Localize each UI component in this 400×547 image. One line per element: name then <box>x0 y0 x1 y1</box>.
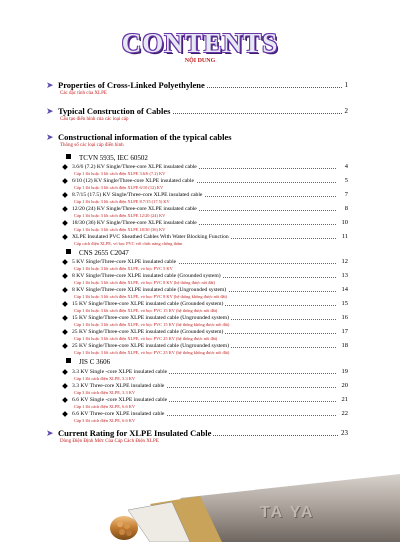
pin-icon: ➤ <box>46 132 54 142</box>
diamond-bullet-icon <box>62 192 68 198</box>
section-title: Current Rating for XLPE Insulated Cable <box>58 428 212 438</box>
cable-illustration <box>110 468 400 542</box>
section-page: 1 <box>344 81 348 89</box>
diamond-bullet-icon <box>62 397 68 403</box>
diamond-bullet-icon <box>62 315 68 321</box>
cable-graphic <box>110 468 400 542</box>
square-bullet-icon <box>66 358 71 363</box>
diamond-bullet-icon <box>62 329 68 335</box>
square-bullet-icon <box>66 154 71 159</box>
page-subtitle: NỘI DUNG <box>184 58 216 64</box>
section-subtitle: Thông số các loại cáp điển hình <box>60 143 124 148</box>
standard-heading: JIS C 3606 <box>66 358 110 367</box>
section-subtitle: Dòng Điện Định Mức Của Cáp Cách Điện XLPE <box>60 439 159 444</box>
toc-item[interactable]: 8.7/15 (17.5) KV Single/Three-core XLPE insulated cable 7 Cáp 1 lõi hoặc 3 lõi cách điện XLPE 8.7/15 (17.5) KV <box>72 191 348 205</box>
pin-icon: ➤ <box>46 80 54 90</box>
section-page: 23 <box>341 429 348 437</box>
toc-item[interactable]: 25 KV Single/Three-core XLPE insulated cable (Ungrounded system) 18 Cáp 1 lõi hoặc 3 lõi cách điện XLPE, vỏ bọc PVC 25 KV (hệ thống không được nối đất) <box>72 342 348 356</box>
toc-item[interactable]: 8 KV Single/Three-core XLPE insulated cable (Grounded system) 13 Cáp 1 lõi hoặc 3 lõi cách điện XLPE, vỏ bọc PVC 8 KV (hệ thống được nối đất) <box>72 272 348 286</box>
diamond-bullet-icon <box>62 383 68 389</box>
section-page: 2 <box>344 107 348 115</box>
conductor <box>110 516 138 540</box>
toc-item[interactable]: 3.3 KV Single -core XLPE insulated cable 19 Cáp 1 lõi cách điện XLPE, 3.3 KV <box>72 368 348 382</box>
page-title: CONTENTS <box>121 28 279 58</box>
toc-item[interactable]: XLPE Insulated PVC Sheathed Cables With Water Blocking Function 11 Cáp cách điện XLPE, vỏ bọc PVC với chức năng chống thấm <box>72 233 348 247</box>
diamond-bullet-icon <box>62 164 68 170</box>
toc-item[interactable]: 15 KV Single/Three-core XLPE insulated cable (Ungrounded system) 16 Cáp 1 lõi hoặc 3 lõi cách điện XLPE, vỏ bọc PVC 15 KV (hệ thống không được nối đất) <box>72 314 348 328</box>
diamond-bullet-icon <box>62 369 68 375</box>
diamond-bullet-icon <box>62 259 68 265</box>
diamond-bullet-icon <box>62 287 68 293</box>
diamond-bullet-icon <box>62 273 68 279</box>
toc-item[interactable]: 25 KV Single/Three-core XLPE insulated cable (Grounded system) 17 Cáp 1 lõi hoặc 3 lõi cách điện XLPE, vỏ bọc PVC 25 KV (hệ thống được nối đất) <box>72 328 348 342</box>
toc-item[interactable]: 6/10 (12) KV Single/Three-core XLPE insulated cable 5 Cáp 1 lõi hoặc 3 lõi cách điện XLPE 6/10 (12) KV <box>72 177 348 191</box>
toc-item[interactable]: 6.6 KV Three-core XLPE insulated cable 22 Cáp 3 lõi cách điện XLPE, 6.6 KV <box>72 410 348 424</box>
diamond-bullet-icon <box>62 234 68 240</box>
toc-item[interactable]: 3.6/6 (7.2) KV Single/Three-core XLPE insulated cable 4 Cáp 1 lõi hoặc 3 lõi cách điện XLPE 3.6/6 (7.2) KV <box>72 163 348 177</box>
toc-section-construction[interactable] <box>46 106 348 123</box>
toc-item[interactable]: 8 KV Single/Three-core XLPE insulated cable (Ungrounded system) 14 Cáp 1 lõi hoặc 3 lõi cách điện XLPE, vỏ bọc PVC 8 KV (hệ thống không được nối đất) <box>72 286 348 300</box>
section-subtitle: Các đặc tính của XLPE <box>60 91 107 96</box>
toc-section-properties[interactable] <box>46 80 348 97</box>
toc-item[interactable]: 3.3 KV Three-core XLPE insulated cable 20 Cáp 3 lõi cách điện XLPE, 3.3 KV <box>72 382 348 396</box>
cable-brand-label: TA YA <box>260 504 315 521</box>
diamond-bullet-icon <box>62 301 68 307</box>
toc-section-constructional-info[interactable] <box>46 132 348 149</box>
diamond-bullet-icon <box>62 220 68 226</box>
diamond-bullet-icon <box>62 206 68 212</box>
standard-heading: CNS 2655 C2047 <box>66 249 129 258</box>
square-bullet-icon <box>66 249 71 254</box>
section-subtitle: Cấu tạo điển hình của các loại cáp <box>60 117 129 122</box>
pin-icon: ➤ <box>46 106 54 116</box>
diamond-bullet-icon <box>62 411 68 417</box>
toc-item[interactable]: 18/30 (36) KV Single/Three-core XLPE insulated cable 10 Cáp 1 lõi hoặc 3 lõi cách điện XLPE 18/30 (36) KV <box>72 219 348 233</box>
section-title: Constructional information of the typical cables <box>58 132 232 142</box>
toc-item[interactable]: 5 KV Single/Three-core XLPE insulated cable 12 Cáp 1 lõi hoặc 3 lõi cách điện XLPE, vỏ bọc PVC 5 KV <box>72 258 348 272</box>
toc-item[interactable]: 15 KV Single/Three-core XLPE insulated cable (Grounded system) 15 Cáp 1 lõi hoặc 3 lõi cách điện XLPE, vỏ bọc PVC 15 KV (hệ thống được nối đất) <box>72 300 348 314</box>
toc-section-current-rating[interactable] <box>46 428 348 445</box>
diamond-bullet-icon <box>62 178 68 184</box>
pin-icon: ➤ <box>46 428 54 438</box>
standard-heading: TCVN 5935, IEC 60502 <box>66 154 148 163</box>
diamond-bullet-icon <box>62 343 68 349</box>
toc-item[interactable]: 6.6 KV Single -core XLPE insulated cable 21 Cáp 1 lõi cách điện XLPE, 6.6 KV <box>72 396 348 410</box>
section-title: Typical Construction of Cables <box>58 106 171 116</box>
toc-item[interactable]: 12/20 (24) KV Single/Three-core XLPE insulated cable 8 Cáp 1 lõi hoặc 3 lõi cách điện XLPE 12/20 (24) KV <box>72 205 348 219</box>
section-title: Properties of Cross-Linked Polyethylene <box>58 80 205 90</box>
